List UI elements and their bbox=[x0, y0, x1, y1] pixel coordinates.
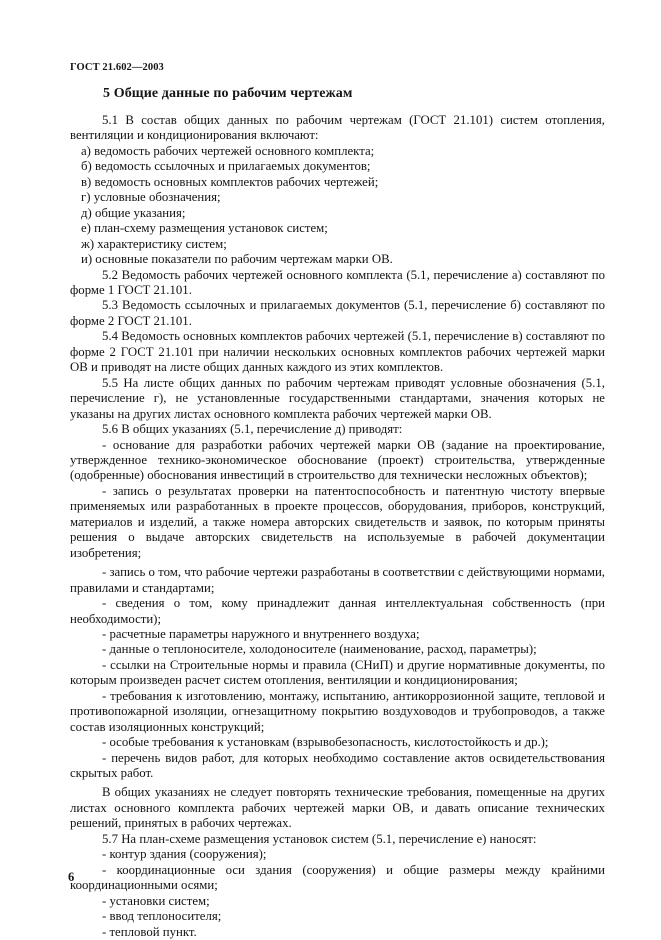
paragraph-5-6-note: В общих указаниях не следует повторять технические требования, помещенные на других листах основного комплекта рабочих чертежей марки ОВ, и давать описание технических решений, принятых в рабочих чертежах. bbox=[70, 785, 605, 831]
list-item: б) ведомость ссылочных и прилагаемых документов; bbox=[81, 159, 371, 174]
list-item: - особые требования к установкам (взрывобезопасность, кислотостойкость и др.); bbox=[102, 735, 549, 750]
paragraph-5-3: 5.3 Ведомость ссылочных и прилагаемых документов (5.1, перечисление б) составляют по форме 2 ГОСТ 21.101. bbox=[70, 298, 605, 328]
list-item: - контур здания (сооружения); bbox=[102, 847, 267, 862]
body-text bbox=[70, 113, 605, 940]
paragraph-5-6-intro: 5.6 В общих указаниях (5.1, перечисление д) приводят: bbox=[102, 422, 403, 437]
list-item: а) ведомость рабочих чертежей основного комплекта; bbox=[81, 143, 375, 158]
list-item: - сведения о том, кому принадлежит данная интеллектуальная собственность (при необходимости); bbox=[70, 596, 605, 626]
list-item: - данные о теплоносителе, холодоносителе (наименование, расход, параметры); bbox=[102, 642, 537, 657]
list-item: - запись о результатах проверки на патентоспособность и патентную чистоту впервые применяемых или разработанных в проекте процессов, оборудования, приборов, конструкций, материалов и изделий, а также номера авторских свидетельств и заявок, по которым приняты решения о выдаче авторских свидетельств на используемые в рабочей документации изобретения; bbox=[70, 483, 605, 560]
list-item: - расчетные параметры наружного и внутреннего воздуха; bbox=[102, 626, 420, 641]
paragraph-5-1-intro: 5.1 В состав общих данных по рабочим чертежам (ГОСТ 21.101) систем отопления, вентиляции и кондиционирования включают: bbox=[70, 113, 605, 143]
list-item: д) общие указания; bbox=[81, 205, 186, 220]
list-item: ж) характеристику систем; bbox=[81, 236, 227, 251]
paragraph-5-4: 5.4 Ведомость основных комплектов рабочих чертежей (5.1, перечисление в) составляют по форме 2 ГОСТ 21.101 при наличии нескольких основных комплектов рабочих чертежей марки ОВ и приводят на листе общих данных каждого из этих комплектов. bbox=[70, 329, 605, 375]
page-number: 6 bbox=[68, 870, 75, 884]
document-code: ГОСТ 21.602—2003 bbox=[70, 62, 164, 73]
list-item: - ввод теплоносителя; bbox=[102, 909, 222, 924]
list-item: - требования к изготовлению, монтажу, испытанию, антикоррозионной защите, тепловой и противопожарной изоляции, огнезащитному покрытию воздуховодов и трубопроводов, а также состав изоляционных конструкций; bbox=[70, 688, 605, 734]
section-title: 5 Общие данные по рабочим чертежам bbox=[103, 86, 353, 101]
list-item: е) план-схему размещения установок систем; bbox=[81, 221, 328, 236]
list-item: - перечень видов работ, для которых необходимо составление актов освидетельствования скрытых работ. bbox=[70, 750, 605, 781]
list-item: - координационные оси здания (сооружения) и общие размеры между крайними координационными осями; bbox=[70, 862, 605, 893]
list-5-1 bbox=[70, 144, 605, 268]
paragraph-5-2: 5.2 Ведомость рабочих чертежей основного комплекта (5.1, перечисление а) составляют по форме 1 ГОСТ 21.101. bbox=[70, 267, 605, 297]
list-item: - основание для разработки рабочих чертежей марки ОВ (задание на проектирование, утвержденное технико-экономическое обоснование (проект) строительства, утвержденные (одобренные) обоснования инвестиций в строительство для технически несложных объектов); bbox=[70, 437, 605, 483]
paragraph-5-7-intro: 5.7 На план-схеме размещения установок систем (5.1, перечисление е) наносят: bbox=[102, 831, 537, 846]
paragraph-5-5: 5.5 На листе общих данных по рабочим чертежам приводят условные обозначения (5.1, перечисление г), не установленные государственными стандартами, значения которых не указаны на других листах основного комплекта рабочих чертежей марки ОВ. bbox=[70, 375, 605, 421]
list-item: в) ведомость основных комплектов рабочих чертежей; bbox=[81, 174, 379, 189]
list-item: - установки систем; bbox=[102, 893, 210, 908]
list-item: г) условные обозначения; bbox=[81, 190, 221, 205]
list-item: - ссылки на Строительные нормы и правила (СНиП) и другие нормативные документы, по которым произведен расчет систем отопления, вентиляции и кондиционирования; bbox=[70, 657, 605, 688]
list-item: и) основные показатели по рабочим чертежам марки ОВ. bbox=[81, 252, 393, 267]
list-item: - запись о том, что рабочие чертежи разработаны в соответствии с действующими нормами, правилами и стандартами; bbox=[70, 565, 605, 595]
list-item: - тепловой пункт. bbox=[102, 924, 197, 939]
